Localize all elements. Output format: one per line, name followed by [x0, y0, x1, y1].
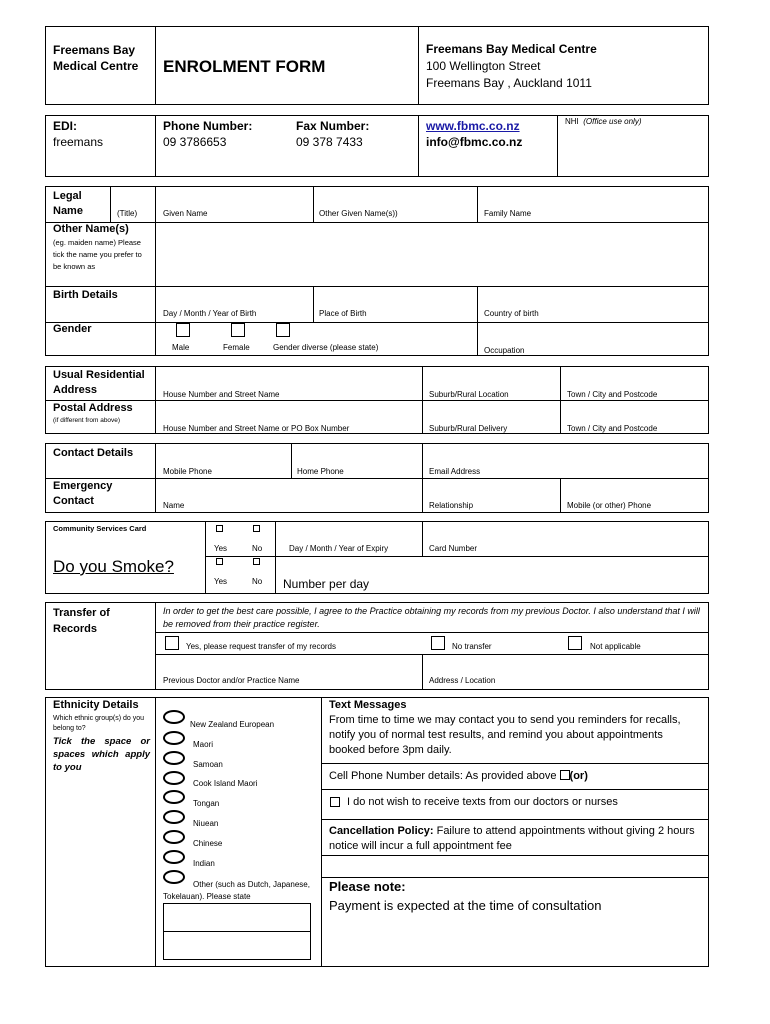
smoke-yes-checkbox[interactable]: [216, 558, 223, 565]
phone-value: 09 3786653: [163, 135, 227, 149]
number-per-day-label: Number per day: [283, 577, 370, 591]
no-texts-label: I do not wish to receive texts from our doctors or nurses: [347, 796, 618, 808]
cancellation-policy: [329, 824, 704, 854]
place-of-birth-label: Place of Birth: [319, 309, 367, 318]
no-transfer-label: No transfer: [452, 642, 492, 651]
csc-yes-checkbox[interactable]: [216, 525, 223, 532]
residential-address-label: Usual Residential Address: [53, 369, 145, 396]
emergency-contact-label: Emergency Contact: [53, 480, 113, 507]
ethnicity-label: Ethnicity Details: [53, 699, 139, 711]
ethnicity-indian-circle[interactable]: [163, 850, 185, 864]
email-address-label: Email Address: [429, 467, 481, 476]
no-transfer-checkbox[interactable]: [431, 636, 445, 650]
cancellation-label: Cancellation Policy:: [329, 825, 434, 837]
ethnicity-option-label: Indian: [193, 859, 215, 868]
town-city-label-2: Town / City and Postcode: [567, 424, 658, 433]
legal-name-label: Legal Name: [53, 190, 83, 217]
payment-note: Payment is expected at the time of consultation: [329, 898, 602, 913]
other-given-name-label: Other Given Name(s)): [319, 209, 398, 218]
ethnicity-option-label: Chinese: [193, 839, 223, 848]
edi-value: freemans: [53, 135, 104, 149]
not-applicable-label: Not applicable: [590, 642, 641, 651]
gender-diverse-checkbox[interactable]: [276, 323, 290, 337]
family-name-label: Family Name: [484, 209, 532, 218]
text-messages-title: Text Messages: [329, 699, 407, 711]
male-label: Male: [172, 343, 190, 352]
csc-yes-label: Yes: [214, 544, 228, 553]
cell-provided-checkbox[interactable]: [560, 770, 570, 780]
phone-label: Phone Number:: [163, 119, 253, 133]
male-checkbox[interactable]: [176, 323, 190, 337]
nhi-label: NHI (Office use only): [565, 117, 642, 126]
other-names-label: Other Name(s): [53, 223, 129, 235]
ethnicity-nz-european-circle[interactable]: [163, 710, 185, 724]
occupation-label: Occupation: [484, 346, 525, 355]
smoke-yes-label: Yes: [214, 577, 228, 586]
mobile-other-label: Mobile (or other) Phone: [567, 501, 652, 510]
not-applicable-checkbox[interactable]: [568, 636, 582, 650]
ethnicity-cook-island-circle[interactable]: [163, 771, 185, 785]
ethnicity-option-label: Maori: [193, 740, 214, 749]
csc-label: Community Services Card: [53, 524, 147, 533]
mobile-phone-label: Mobile Phone: [163, 467, 212, 476]
fax-value: 09 378 7433: [296, 135, 363, 149]
ethnicity-option-label: Tongan: [193, 799, 220, 808]
suburb-rural-label: Suburb/Rural Location: [429, 390, 509, 399]
transfer-yes-checkbox[interactable]: [165, 636, 179, 650]
address-location-label: Address / Location: [429, 676, 496, 685]
postal-address-note: (if different from above): [53, 417, 121, 424]
gender-diverse-label: Gender diverse (please state): [273, 343, 379, 352]
cell-or-label: (or): [569, 770, 588, 782]
female-label: Female: [223, 343, 250, 352]
ethnicity-tongan-circle[interactable]: [163, 790, 185, 804]
smoke-question: Do you Smoke?: [53, 557, 174, 576]
ethnicity-option-label: Cook Island Maori: [193, 779, 258, 788]
country-of-birth-label: Country of birth: [484, 309, 539, 318]
suburb-delivery-label: Suburb/Rural Delivery: [429, 424, 508, 433]
text-messages-body: From time to time we may contact you to send you reminders for recalls, notify you of normal test results, and remind you about appointments booked before 3pm daily.: [329, 714, 681, 756]
ethnicity-other-label: Other (such as Dutch, Japanese, Tokelauan). Please state: [163, 880, 310, 901]
practice-city: Freemans Bay , Auckland 1011: [426, 76, 592, 90]
practice-name: Freemans Bay Medical Centre: [426, 42, 597, 56]
birth-details-label: Birth Details: [53, 289, 118, 301]
smoke-no-label: No: [252, 577, 263, 586]
no-texts-checkbox[interactable]: [330, 797, 340, 807]
smoke-no-checkbox[interactable]: [253, 558, 260, 565]
ethnicity-option-label: Niuean: [193, 819, 219, 828]
dob-label: Day / Month / Year of Birth: [163, 309, 257, 318]
cancellation-text: Failure to attend appointments without giving 2 hours notice will incur a full appointment fee: [329, 825, 695, 852]
home-phone-label: Home Phone: [297, 467, 344, 476]
gender-label: Gender: [53, 323, 92, 335]
house-street-label: House Number and Street Name: [163, 390, 280, 399]
female-checkbox[interactable]: [231, 323, 245, 337]
title-label: (Title): [117, 209, 138, 218]
fax-label: Fax Number:: [296, 119, 370, 133]
relationship-label: Relationship: [429, 501, 474, 510]
practice-street: 100 Wellington Street: [426, 59, 541, 73]
email-address: info@fbmc.co.nz: [426, 135, 523, 149]
csc-no-checkbox[interactable]: [253, 525, 260, 532]
csc-no-label: No: [252, 544, 263, 553]
ethnicity-instruction: Tick the space or spaces which apply to you: [53, 736, 150, 773]
emergency-name-label: Name: [163, 501, 185, 510]
ethnicity-chinese-circle[interactable]: [163, 830, 185, 844]
form-title: ENROLMENT FORM: [163, 57, 326, 76]
ethnicity-option-label: Samoan: [193, 760, 223, 769]
given-name-label: Given Name: [163, 209, 208, 218]
transfer-statement: In order to get the best care possible, I agree to the Practice obtaining my records from my previous Doctor. I also understand that I will be removed from their practice register.: [163, 606, 700, 629]
practice-short-name: Freemans Bay Medical Centre: [53, 43, 139, 73]
ethnicity-question: Which ethnic group(s) do you belong to?: [53, 715, 145, 732]
csc-expiry-label: Day / Month / Year of Expiry: [289, 544, 389, 553]
other-names-note: (eg. maiden name) Please tick the name you prefer to be known as: [53, 238, 142, 271]
ethnicity-niuean-circle[interactable]: [163, 810, 185, 824]
edi-label: EDI:: [53, 119, 77, 133]
town-city-label: Town / City and Postcode: [567, 390, 658, 399]
cell-phone-details: Cell Phone Number details: As provided above (or): [329, 770, 588, 782]
transfer-records-label: Transfer of Records: [53, 607, 110, 635]
previous-doctor-label: Previous Doctor and/or Practice Name: [163, 676, 300, 685]
card-number-label: Card Number: [429, 544, 478, 553]
please-note-label: Please note:: [329, 879, 406, 894]
nhi-note: (Office use only): [583, 117, 642, 126]
house-street-po-label: House Number and Street Name or PO Box Number: [163, 424, 350, 433]
ethnicity-samoan-circle[interactable]: [163, 751, 185, 765]
ethnicity-option-label: New Zealand European: [190, 720, 275, 729]
transfer-yes-label: Yes, please request transfer of my records: [186, 642, 336, 651]
website-link[interactable]: www.fbmc.co.nz: [426, 119, 520, 133]
ethnicity-maori-circle[interactable]: [163, 731, 185, 745]
postal-address-label: Postal Address: [53, 402, 133, 414]
contact-details-label: Contact Details: [53, 447, 134, 459]
